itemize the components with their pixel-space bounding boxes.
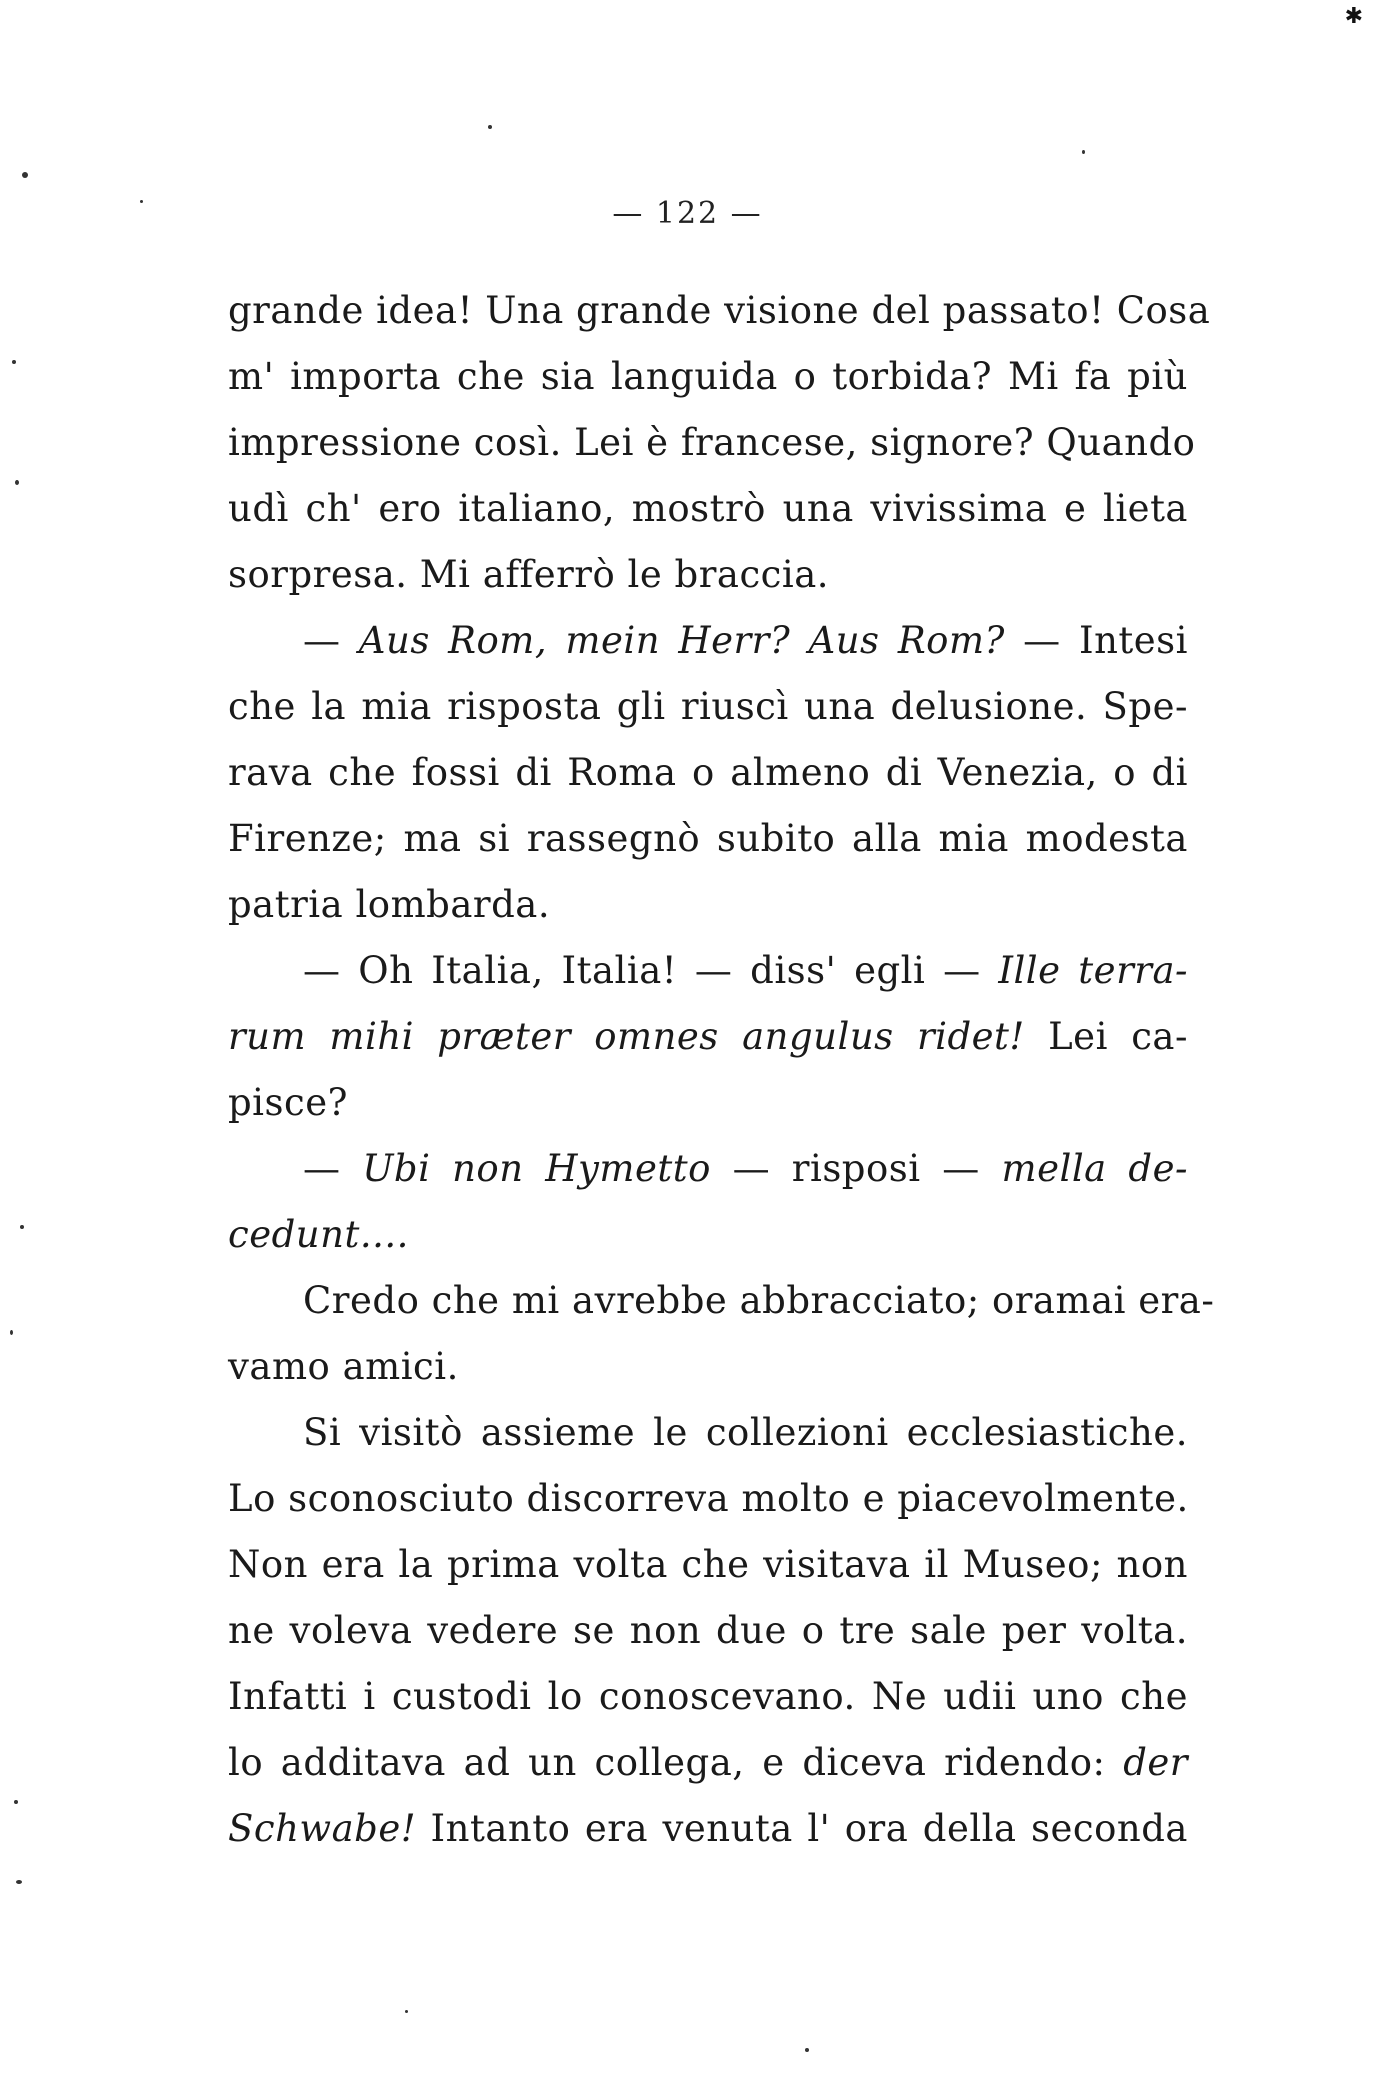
scan-speck <box>10 1330 13 1335</box>
latin-quote: cedunt.... <box>228 1213 409 1256</box>
text-line: udì ch' ero italiano, mostrò una vivissima e lieta <box>228 487 1188 530</box>
text-line: Infatti i custodi lo conoscevano. Ne udii uno che <box>228 1675 1188 1718</box>
text-line: patria lombarda. <box>228 883 551 926</box>
scan-speck <box>16 1880 22 1884</box>
latin-quote: Ubi non Hymetto <box>362 1147 711 1190</box>
dash: — <box>303 619 359 662</box>
text-line: sorpresa. Mi afferrò le braccia. <box>228 553 830 596</box>
latin-quote: Ille terra- <box>998 949 1189 992</box>
text-line: rava che fossi di Roma o almeno di Venezia, o di <box>228 751 1188 794</box>
text-line: Firenze; ma si rassegnò subito alla mia modesta <box>228 817 1188 860</box>
scan-speck <box>20 1225 24 1229</box>
text-span: lo additava ad un collega, e diceva ridendo: <box>228 1741 1124 1784</box>
text-span: — Oh Italia, Italia! — diss' egli — <box>303 949 999 992</box>
text-line: Lo sconosciuto discorreva molto e piacevolmente. <box>228 1477 1189 1520</box>
scan-speck <box>12 360 16 364</box>
text-line: grande idea! Una grande visione del passato! Cosa <box>228 289 1211 332</box>
text-span: Lei ca- <box>1024 1015 1188 1058</box>
text-line: Credo che mi avrebbe abbracciato; oramai era- <box>303 1279 1215 1322</box>
text-line: Non era la prima volta che visitava il Museo; non <box>228 1543 1188 1586</box>
text-line: che la mia risposta gli riuscì una delusione. Spe- <box>228 685 1188 728</box>
scan-speck <box>15 480 19 485</box>
text-line: pisce? <box>228 1081 348 1124</box>
german-quote: Aus Rom, mein Herr? Aus Rom? <box>358 619 1005 662</box>
scan-speck <box>805 2048 809 2052</box>
text-span: — Intesi <box>1004 619 1189 662</box>
text-line: ne voleva vedere se non due o tre sale per volta. <box>228 1609 1188 1652</box>
text-line <box>228 938 1188 1004</box>
text-line: Si visitò assieme le collezioni ecclesiastiche. <box>303 1411 1188 1454</box>
scan-speck <box>1082 150 1085 154</box>
german-word: Schwabe! <box>228 1807 417 1850</box>
text-line: vamo amici. <box>228 1345 459 1388</box>
text-line: m' importa che sia languida o torbida? Mi fa più <box>228 355 1188 398</box>
text-line <box>228 1136 1188 1202</box>
scan-speck <box>140 200 143 203</box>
scan-speck <box>14 1800 18 1804</box>
text-line <box>228 1004 1188 1070</box>
page-number: — 122 — <box>612 196 763 231</box>
body-text <box>228 278 1215 1862</box>
dash: — <box>303 1147 363 1190</box>
corner-mark: ✱ <box>1344 4 1363 29</box>
latin-quote: rum mihi præter omnes angulus ridet! <box>228 1015 1025 1058</box>
text-line <box>228 1202 1188 1268</box>
latin-quote: mella de- <box>1001 1147 1188 1190</box>
text-line <box>228 608 1188 674</box>
text-span: Intanto era venuta l' ora della seconda <box>416 1807 1188 1850</box>
text-line <box>228 1796 1188 1862</box>
scan-speck <box>405 2010 408 2013</box>
german-word: der <box>1123 1741 1188 1784</box>
text-line: impressione così. Lei è francese, signore? Quando <box>228 421 1196 464</box>
text-line <box>228 1730 1188 1796</box>
scan-speck <box>488 125 492 129</box>
text-span: — risposi — <box>710 1147 1002 1190</box>
scan-speck <box>22 172 28 178</box>
